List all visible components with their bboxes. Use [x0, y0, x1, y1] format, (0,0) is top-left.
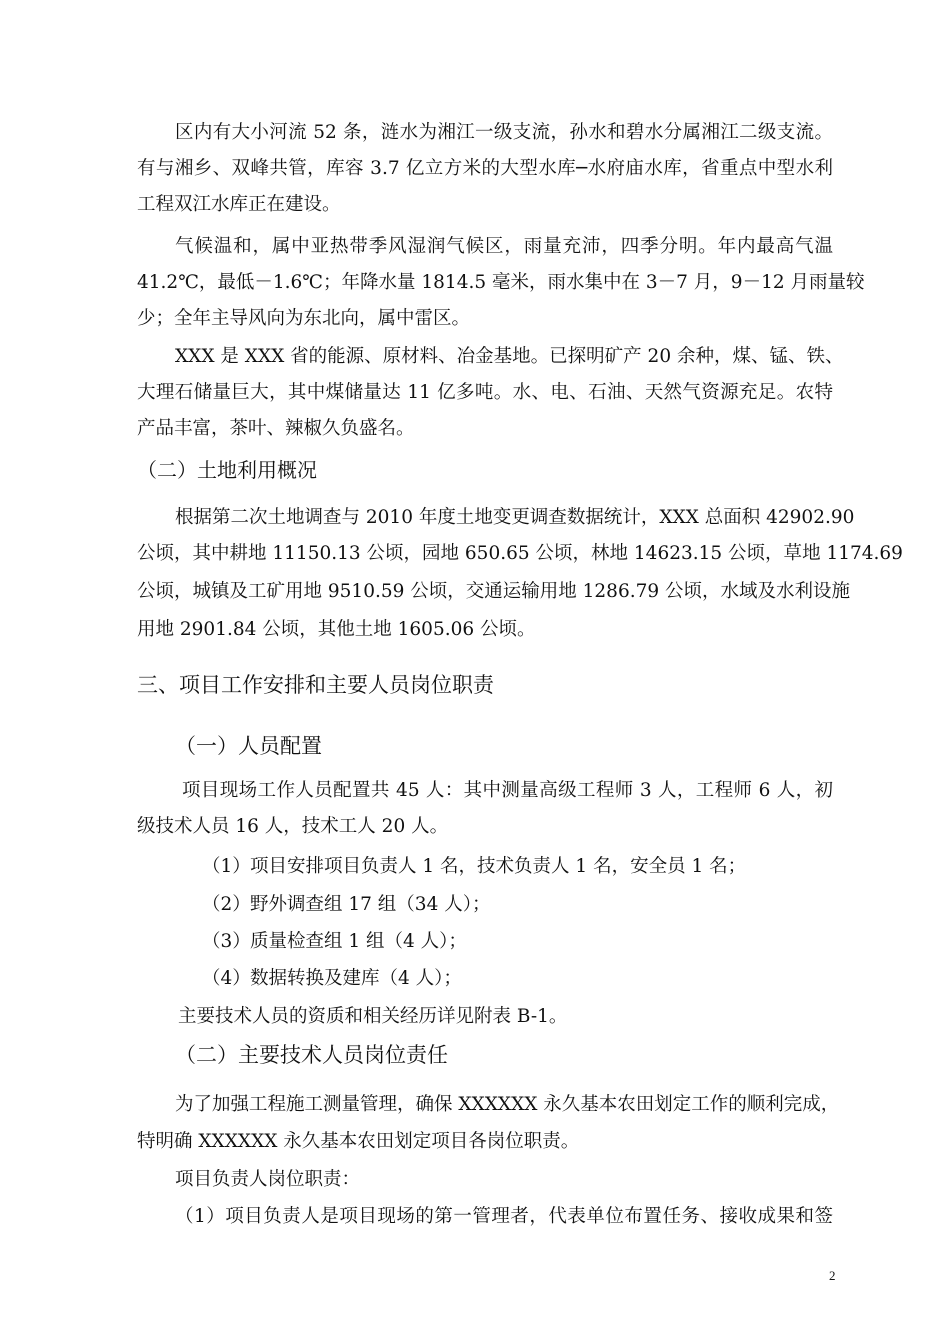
paragraph-appendix-note: 主要技术人员的资质和相关经历详见附表 B-1。 — [178, 1006, 568, 1027]
paragraph-land-line-3: 公顷，城镇及工矿用地 9510.59 公顷，交通运输用地 1286.79 公顷，水域及水利设施 — [137, 581, 851, 602]
paragraph-resources-line-3: 产品丰富，茶叶、辣椒久负盛名。 — [137, 418, 415, 439]
list-item-text: 项目安排项目负责人 1 名，技术负责人 1 名，安全员 1 名； — [250, 856, 747, 877]
paragraph-staff-line-1: 项目现场工作人员配置共 45 人：其中测量高级工程师 3 人，工程师 6 人，初 — [182, 780, 833, 801]
paragraph-leader-duty-1: （1）项目负责人是项目现场的第一管理者，代表单位布置任务、接收成果和签 — [175, 1206, 833, 1227]
paragraph-climate-line-2: 41.2℃，最低－1.6℃；年降水量 1814.5 毫米，雨水集中在 3－7 月，9－12 月雨量较 — [137, 272, 865, 293]
list-item-number: （3） — [202, 931, 251, 952]
paragraph-resources-line-1: XXX 是 XXX 省的能源、原材料、冶金基地。已探明矿产 20 余种，煤、锰、铁、 — [175, 346, 844, 367]
list-item-text: 质量检查组 1 组（4 人）； — [250, 931, 467, 952]
list-item — [202, 855, 746, 879]
heading-land-use: （二）土地利用概况 — [137, 458, 317, 482]
list-item-text: 数据转换及建库（4 人）； — [250, 968, 462, 989]
list-item — [202, 893, 490, 917]
paragraph-management-line-2: 特明确 XXXXXX 永久基本农田划定项目各岗位职责。 — [137, 1131, 580, 1152]
paragraph-resources-line-2: 大理石储量巨大，其中煤储量达 11 亿多吨。水、电、石油、天然气资源充足。农特 — [137, 382, 833, 403]
paragraph-leader-duties-title: 项目负责人岗位职责： — [175, 1169, 361, 1190]
paragraph-climate-line-3: 少；全年主导风向为东北向，属中雷区。 — [137, 308, 471, 329]
paragraph-climate-line-1: 气候温和，属中亚热带季风湿润气候区，雨量充沛，四季分明。年内最高气温 — [175, 236, 833, 257]
paragraph-rivers-line-2: 有与湘乡、双峰共管，库容 3.7 亿立方米的大型水库─水府庙水库，省重点中型水利 — [137, 158, 833, 179]
list-item-text: 野外调查组 17 组（34 人）； — [250, 894, 491, 915]
list-item — [202, 967, 462, 991]
heading-staff-allocation: （一）人员配置 — [175, 734, 322, 758]
list-item-number: （1） — [202, 856, 251, 877]
list-item-number: （2） — [202, 894, 251, 915]
list-item-number: （4） — [202, 968, 251, 989]
page-number: 2 — [829, 1268, 836, 1283]
paragraph-land-line-1: 根据第二次土地调查与 2010 年度土地变更调查数据统计，XXX 总面积 42902.90 — [175, 507, 855, 528]
list-item — [202, 930, 467, 954]
paragraph-land-line-4: 用地 2901.84 公顷，其他土地 1605.06 公顷。 — [137, 619, 536, 640]
paragraph-rivers-line-1: 区内有大小河流 52 条，涟水为湘江一级支流，孙水和碧水分属湘江二级支流。 — [175, 122, 833, 143]
paragraph-staff-line-2: 级技术人员 16 人，技术工人 20 人。 — [137, 816, 449, 837]
paragraph-land-line-2: 公顷，其中耕地 11150.13 公顷，园地 650.65 公顷，林地 14623.15 公顷，草地 1174.69 — [137, 543, 903, 564]
paragraph-management-line-1: 为了加强工程施工测量管理，确保 XXXXXX 永久基本农田划定工作的顺利完成， — [175, 1094, 840, 1115]
heading-section-3: 三、项目工作安排和主要人员岗位职责 — [137, 673, 494, 697]
paragraph-rivers-line-3: 工程双江水库正在建设。 — [137, 194, 341, 215]
heading-duties: （二）主要技术人员岗位责任 — [175, 1043, 448, 1067]
